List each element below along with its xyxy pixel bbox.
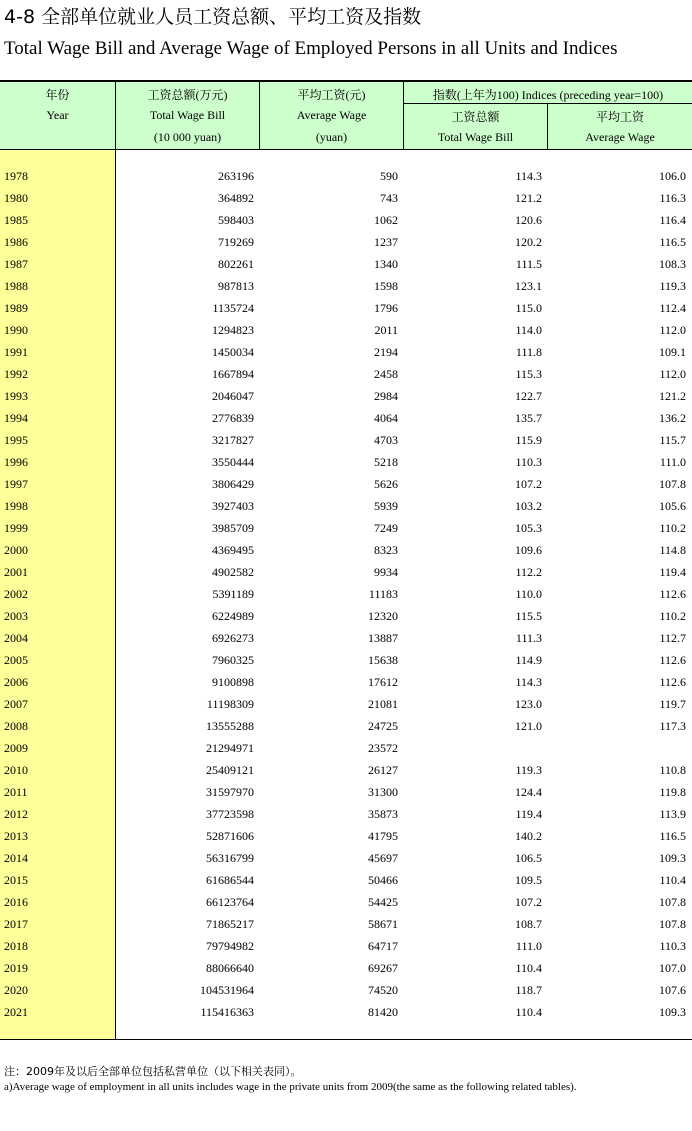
- cell-index-wage-bill: 114.9: [515, 653, 542, 667]
- table-row: [0, 649, 692, 671]
- cell-index-wage-bill: 111.5: [515, 257, 542, 271]
- cell-average-wage: 7249: [374, 521, 398, 535]
- cell-total-wage-bill: 115416363: [200, 1005, 254, 1019]
- cell-year: 2016: [4, 895, 28, 909]
- cell-total-wage-bill: 79794982: [206, 939, 254, 953]
- cell-year: 1980: [4, 191, 28, 205]
- cell-year: 1999: [4, 521, 28, 535]
- table-row: [0, 231, 692, 253]
- cell-average-wage: 4064: [374, 411, 398, 425]
- cell-total-wage-bill: 3927403: [212, 499, 254, 513]
- cell-index-average-wage: 107.6: [659, 983, 686, 997]
- footnote-cn: 注：2009年及以后全部单位包括私营单位（以下相关表同）。: [4, 1065, 302, 1078]
- cell-index-wage-bill: 115.5: [515, 609, 542, 623]
- table-row: [0, 187, 692, 209]
- cell-year: 1985: [4, 213, 28, 227]
- cell-index-wage-bill: 119.4: [515, 807, 542, 821]
- table-row: [0, 1001, 692, 1023]
- cell-index-wage-bill: 103.2: [515, 499, 542, 513]
- cell-index-wage-bill: 115.9: [515, 433, 542, 447]
- cell-average-wage: 8323: [374, 543, 398, 557]
- header-divider: [547, 103, 548, 149]
- cell-year: 1988: [4, 279, 28, 293]
- cell-total-wage-bill: 37723598: [206, 807, 254, 821]
- cell-total-wage-bill: 1135724: [212, 301, 254, 315]
- cell-index-average-wage: 119.8: [659, 785, 686, 799]
- cell-index-average-wage: 110.2: [659, 521, 686, 535]
- cell-total-wage-bill: 364892: [218, 191, 254, 205]
- cell-year: 2014: [4, 851, 28, 865]
- cell-year: 2020: [4, 983, 28, 997]
- cell-total-wage-bill: 71865217: [206, 917, 254, 931]
- cell-total-wage-bill: 2046047: [212, 389, 254, 403]
- cell-total-wage-bill: 4369495: [212, 543, 254, 557]
- cell-total-wage-bill: 263196: [218, 169, 254, 183]
- cell-year: 1992: [4, 367, 28, 381]
- cell-index-wage-bill: 105.3: [515, 521, 542, 535]
- cell-average-wage: 31300: [368, 785, 398, 799]
- table-title-en: Total Wage Bill and Average Wage of Employed Persons in all Units and Indices: [4, 38, 618, 59]
- cell-index-average-wage: 136.2: [659, 411, 686, 425]
- cell-index-average-wage: 119.3: [659, 279, 686, 293]
- cell-index-average-wage: 107.8: [659, 895, 686, 909]
- cell-total-wage-bill: 3550444: [212, 455, 254, 469]
- cell-index-wage-bill: 121.2: [515, 191, 542, 205]
- cell-year: 1994: [4, 411, 28, 425]
- cell-index-wage-bill: 114.0: [515, 323, 542, 337]
- cell-index-wage-bill: 107.2: [515, 895, 542, 909]
- cell-index-wage-bill: 110.3: [515, 455, 542, 469]
- cell-average-wage: 9934: [374, 565, 398, 579]
- cell-index-average-wage: 112.6: [659, 675, 686, 689]
- header-bill-en: Total Wage Bill: [149, 108, 226, 122]
- cell-total-wage-bill: 1667894: [212, 367, 254, 381]
- cell-index-average-wage: 106.0: [659, 169, 686, 183]
- cell-year: 2010: [4, 763, 28, 777]
- cell-year: 2013: [4, 829, 28, 843]
- cell-total-wage-bill: 5391189: [212, 587, 254, 601]
- cell-total-wage-bill: 4902582: [212, 565, 254, 579]
- cell-index-wage-bill: 140.2: [515, 829, 542, 843]
- cell-year: 2018: [4, 939, 28, 953]
- cell-index-wage-bill: 118.7: [515, 983, 542, 997]
- table-row: [0, 451, 692, 473]
- cell-average-wage: 41795: [368, 829, 398, 843]
- cell-average-wage: 12320: [368, 609, 398, 623]
- header-divider: [403, 103, 692, 104]
- cell-year: 2006: [4, 675, 28, 689]
- cell-index-average-wage: 112.0: [659, 323, 686, 337]
- cell-year: 1998: [4, 499, 28, 513]
- cell-total-wage-bill: 88066640: [206, 961, 254, 975]
- table-header: [0, 82, 692, 150]
- table-row: [0, 341, 692, 363]
- cell-index-wage-bill: 111.8: [515, 345, 542, 359]
- table-row: [0, 583, 692, 605]
- cell-index-average-wage: 116.3: [659, 191, 686, 205]
- table-row: [0, 671, 692, 693]
- cell-average-wage: 35873: [368, 807, 398, 821]
- cell-index-average-wage: 116.4: [659, 213, 686, 227]
- cell-index-wage-bill: 114.3: [515, 675, 542, 689]
- cell-index-average-wage: 109.1: [659, 345, 686, 359]
- table-row: [0, 297, 692, 319]
- cell-total-wage-bill: 3985709: [212, 521, 254, 535]
- table-row: [0, 429, 692, 451]
- cell-index-wage-bill: 106.5: [515, 851, 542, 865]
- cell-average-wage: 5218: [374, 455, 398, 469]
- cell-index-average-wage: 110.4: [659, 873, 686, 887]
- cell-index-average-wage: 112.4: [659, 301, 686, 315]
- cell-index-average-wage: 119.4: [659, 565, 686, 579]
- table-row: [0, 605, 692, 627]
- cell-average-wage: 5939: [374, 499, 398, 513]
- cell-index-wage-bill: 109.6: [515, 543, 542, 557]
- cell-total-wage-bill: 802261: [218, 257, 254, 271]
- cell-average-wage: 11183: [368, 587, 398, 601]
- table-row: [0, 473, 692, 495]
- cell-index-average-wage: 107.8: [659, 477, 686, 491]
- cell-total-wage-bill: 987813: [218, 279, 254, 293]
- cell-index-average-wage: 116.5: [659, 235, 686, 249]
- cell-average-wage: 1062: [374, 213, 398, 227]
- header-avg-cn: 平均工资(元): [297, 88, 366, 102]
- cell-year: 2002: [4, 587, 28, 601]
- cell-index-average-wage: 110.3: [659, 939, 686, 953]
- cell-average-wage: 58671: [368, 917, 398, 931]
- cell-average-wage: 2011: [374, 323, 398, 337]
- cell-average-wage: 4703: [374, 433, 398, 447]
- header-avg-unit: (yuan): [315, 130, 348, 144]
- table-row: [0, 407, 692, 429]
- cell-index-wage-bill: 135.7: [515, 411, 542, 425]
- cell-total-wage-bill: 598403: [218, 213, 254, 227]
- table-row: [0, 891, 692, 913]
- cell-index-wage-bill: 120.2: [515, 235, 542, 249]
- cell-average-wage: 26127: [368, 763, 398, 777]
- cell-average-wage: 74520: [368, 983, 398, 997]
- cell-year: 2011: [4, 785, 28, 799]
- cell-index-wage-bill: 107.2: [515, 477, 542, 491]
- cell-average-wage: 1340: [374, 257, 398, 271]
- header-year-cn: 年份: [45, 88, 70, 102]
- cell-year: 2008: [4, 719, 28, 733]
- cell-index-wage-bill: 110.4: [515, 961, 542, 975]
- cell-total-wage-bill: 6224989: [212, 609, 254, 623]
- cell-average-wage: 743: [380, 191, 398, 205]
- cell-year: 2004: [4, 631, 28, 645]
- cell-index-average-wage: 112.0: [659, 367, 686, 381]
- table-row: [0, 627, 692, 649]
- table-row: [0, 913, 692, 935]
- cell-year: 2012: [4, 807, 28, 821]
- cell-year: 2007: [4, 697, 28, 711]
- table-row: [0, 385, 692, 407]
- cell-total-wage-bill: 21294971: [206, 741, 254, 755]
- table-row: [0, 319, 692, 341]
- table-row: [0, 539, 692, 561]
- table-title-cn: 4-8 全部单位就业人员工资总额、平均工资及指数: [4, 6, 422, 28]
- table-row: [0, 363, 692, 385]
- cell-average-wage: 5626: [374, 477, 398, 491]
- header-idx-avg-cn: 平均工资: [595, 110, 644, 124]
- table-row: [0, 781, 692, 803]
- cell-average-wage: 2458: [374, 367, 398, 381]
- cell-index-average-wage: 113.9: [659, 807, 686, 821]
- cell-year: 2017: [4, 917, 28, 931]
- cell-total-wage-bill: 3217827: [212, 433, 254, 447]
- cell-average-wage: 2984: [374, 389, 398, 403]
- cell-index-wage-bill: 121.0: [515, 719, 542, 733]
- cell-average-wage: 45697: [368, 851, 398, 865]
- cell-average-wage: 81420: [368, 1005, 398, 1019]
- cell-average-wage: 1796: [374, 301, 398, 315]
- header-avg-en: Average Wage: [296, 108, 367, 122]
- cell-year: 1996: [4, 455, 28, 469]
- cell-total-wage-bill: 6926273: [212, 631, 254, 645]
- table-row: [0, 847, 692, 869]
- table-row: [0, 715, 692, 737]
- cell-year: 1993: [4, 389, 28, 403]
- table-row: [0, 693, 692, 715]
- cell-year: 2000: [4, 543, 28, 557]
- table-row: [0, 517, 692, 539]
- cell-index-wage-bill: 108.7: [515, 917, 542, 931]
- table-row: [0, 165, 692, 187]
- cell-index-wage-bill: 115.0: [515, 301, 542, 315]
- header-divider: [259, 82, 260, 149]
- cell-total-wage-bill: 56316799: [206, 851, 254, 865]
- cell-index-average-wage: 117.3: [659, 719, 686, 733]
- cell-average-wage: 64717: [368, 939, 398, 953]
- cell-year: 2001: [4, 565, 28, 579]
- cell-average-wage: 1598: [374, 279, 398, 293]
- header-idx-bill-cn: 工资总额: [451, 110, 500, 124]
- cell-index-wage-bill: 124.4: [515, 785, 542, 799]
- cell-index-wage-bill: 111.0: [515, 939, 542, 953]
- cell-year: 1989: [4, 301, 28, 315]
- cell-index-wage-bill: 112.2: [515, 565, 542, 579]
- cell-average-wage: 54425: [368, 895, 398, 909]
- cell-total-wage-bill: 11198309: [206, 697, 254, 711]
- table-row: [0, 825, 692, 847]
- table-row: [0, 253, 692, 275]
- header-divider: [403, 82, 404, 149]
- cell-average-wage: 50466: [368, 873, 398, 887]
- cell-index-average-wage: 110.2: [659, 609, 686, 623]
- cell-average-wage: 2194: [374, 345, 398, 359]
- cell-year: 1995: [4, 433, 28, 447]
- cell-year: 1990: [4, 323, 28, 337]
- cell-year: 2003: [4, 609, 28, 623]
- cell-total-wage-bill: 7960325: [212, 653, 254, 667]
- cell-index-average-wage: 119.7: [659, 697, 686, 711]
- cell-index-wage-bill: 122.7: [515, 389, 542, 403]
- header-bill-cn: 工资总额(万元): [147, 88, 228, 102]
- cell-year: 1987: [4, 257, 28, 271]
- cell-average-wage: 590: [380, 169, 398, 183]
- cell-index-wage-bill: 120.6: [515, 213, 542, 227]
- table-row: [0, 869, 692, 891]
- header-divider: [115, 82, 116, 149]
- cell-index-average-wage: 109.3: [659, 851, 686, 865]
- cell-average-wage: 21081: [368, 697, 398, 711]
- table-row: [0, 803, 692, 825]
- cell-index-average-wage: 111.0: [659, 455, 686, 469]
- header-bill-unit: (10 000 yuan): [153, 130, 222, 144]
- table-row: [0, 759, 692, 781]
- cell-index-average-wage: 121.2: [659, 389, 686, 403]
- cell-total-wage-bill: 1294823: [212, 323, 254, 337]
- cell-index-wage-bill: 109.5: [515, 873, 542, 887]
- cell-year: 1978: [4, 169, 28, 183]
- cell-index-wage-bill: 119.3: [515, 763, 542, 777]
- cell-index-average-wage: 115.7: [659, 433, 686, 447]
- cell-year: 1997: [4, 477, 28, 491]
- cell-total-wage-bill: 52871606: [206, 829, 254, 843]
- cell-total-wage-bill: 13555288: [206, 719, 254, 733]
- table-row: [0, 209, 692, 231]
- cell-year: 2005: [4, 653, 28, 667]
- cell-index-average-wage: 116.5: [659, 829, 686, 843]
- cell-index-wage-bill: 110.4: [515, 1005, 542, 1019]
- table-row: [0, 275, 692, 297]
- cell-total-wage-bill: 9100898: [212, 675, 254, 689]
- cell-index-average-wage: 107.8: [659, 917, 686, 931]
- cell-average-wage: 17612: [368, 675, 398, 689]
- cell-index-wage-bill: 123.1: [515, 279, 542, 293]
- cell-index-average-wage: 110.8: [659, 763, 686, 777]
- cell-average-wage: 15638: [368, 653, 398, 667]
- cell-year: 2019: [4, 961, 28, 975]
- cell-total-wage-bill: 2776839: [212, 411, 254, 425]
- cell-average-wage: 13887: [368, 631, 398, 645]
- cell-index-average-wage: 108.3: [659, 257, 686, 271]
- header-year-en: Year: [46, 108, 69, 122]
- header-idx-bill-en: Total Wage Bill: [437, 130, 514, 144]
- cell-year: 2009: [4, 741, 28, 755]
- cell-year: 1991: [4, 345, 28, 359]
- cell-total-wage-bill: 3806429: [212, 477, 254, 491]
- cell-total-wage-bill: 719269: [218, 235, 254, 249]
- cell-year: 1986: [4, 235, 28, 249]
- table-body: [0, 165, 692, 1023]
- header-idx-avg-en: Average Wage: [585, 130, 655, 144]
- cell-year: 2021: [4, 1005, 28, 1019]
- cell-index-wage-bill: 123.0: [515, 697, 542, 711]
- table-row: [0, 979, 692, 1001]
- cell-total-wage-bill: 31597970: [206, 785, 254, 799]
- cell-total-wage-bill: 104531964: [200, 983, 254, 997]
- cell-index-wage-bill: 110.0: [515, 587, 542, 601]
- cell-index-wage-bill: 114.3: [515, 169, 542, 183]
- cell-total-wage-bill: 1450034: [212, 345, 254, 359]
- bottom-rule: [0, 1039, 692, 1040]
- header-indices: 指数(上年为100) Indices (preceding year=100): [432, 88, 664, 102]
- cell-average-wage: 24725: [368, 719, 398, 733]
- table-row: [0, 737, 692, 759]
- footnote-en: a)Average wage of employment in all units includes wage in the private units from 2009(the same as the following related tables).: [4, 1081, 577, 1093]
- cell-year: 2015: [4, 873, 28, 887]
- table-row: [0, 561, 692, 583]
- cell-index-average-wage: 112.6: [659, 653, 686, 667]
- cell-total-wage-bill: 61686544: [206, 873, 254, 887]
- cell-index-wage-bill: 115.3: [515, 367, 542, 381]
- table-row: [0, 935, 692, 957]
- cell-index-average-wage: 107.0: [659, 961, 686, 975]
- table-row: [0, 957, 692, 979]
- cell-index-average-wage: 114.8: [659, 543, 686, 557]
- cell-index-average-wage: 112.7: [659, 631, 686, 645]
- table-row: [0, 495, 692, 517]
- cell-average-wage: 69267: [368, 961, 398, 975]
- cell-total-wage-bill: 25409121: [206, 763, 254, 777]
- cell-average-wage: 1237: [374, 235, 398, 249]
- cell-index-average-wage: 112.6: [659, 587, 686, 601]
- cell-total-wage-bill: 66123764: [206, 895, 254, 909]
- cell-index-average-wage: 109.3: [659, 1005, 686, 1019]
- cell-index-average-wage: 105.6: [659, 499, 686, 513]
- cell-average-wage: 23572: [368, 741, 398, 755]
- cell-index-wage-bill: 111.3: [515, 631, 542, 645]
